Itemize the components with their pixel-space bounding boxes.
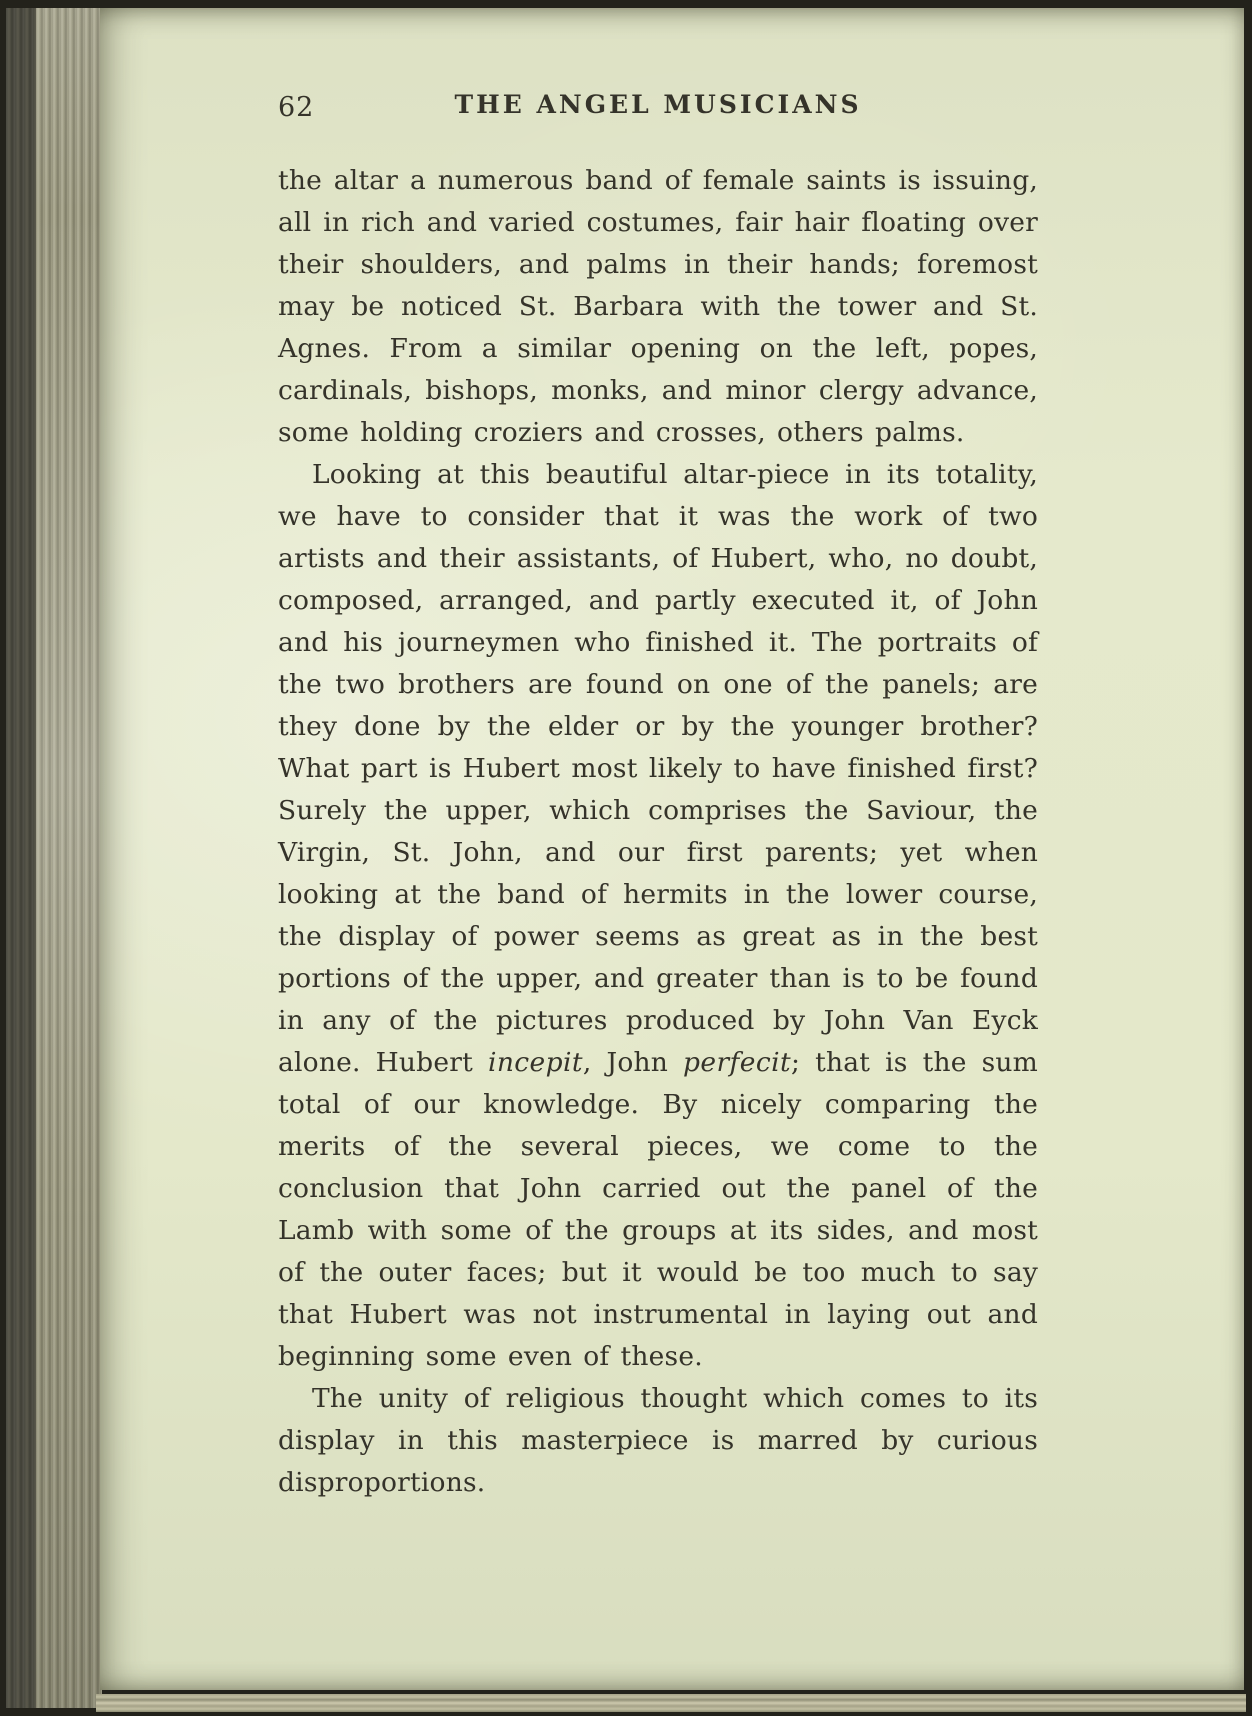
running-title: THE ANGEL MUSICIANS — [454, 90, 862, 119]
page-edges-bottom — [96, 1694, 1246, 1712]
book-page — [100, 8, 1244, 1690]
italic-text: perfecit — [683, 1047, 792, 1078]
page-body — [278, 160, 1038, 1504]
page-header — [278, 90, 1038, 134]
text-run: ; that is the sum total of our knowledge. By nicely comparing the merits of the several pieces, we come to the conclusion that John carried out the panel of the Lamb with some of the groups at its sides, and most of the outer faces; but it would be too much to say that Hubert was not instrumental in laying out and beginning some even of these. — [278, 1047, 1038, 1372]
paragraph — [278, 160, 1038, 454]
text-run: the altar a numerous band of female saints is issuing, all in rich and varied costumes, fair hair floating over their shoulders, and palms in their hands; foremost may be noticed St. Barbara with the tower and St. Agnes. From a similar opening on the left, popes, cardinals, bishops, monks, and minor clergy advance, some holding croziers and crosses, others palms. — [278, 165, 1038, 448]
page-edges-left — [36, 8, 102, 1708]
book-spine-edge — [6, 8, 36, 1708]
text-run: Looking at this beautiful altar-piece in its totality, we have to consider that it was the work of two artists and their assistants, of Hubert, who, no doubt, composed, arranged, and partly executed it, of John and his journeymen who finished it. The portraits of the two brothers are found on one of the panels; are they done by the elder or by the younger brother? What part is Hubert most likely to have finished first? Surely the upper, which comprises the Saviour, the Virgin, St. John, and our first parents; yet when looking at the band of hermits in the lower course, the display of power seems as great as in the best portions of the upper, and greater than is to be found in any of the pictures produced by John Van Eyck alone. Hubert — [278, 459, 1038, 1078]
paragraph — [278, 454, 1038, 1378]
page-number: 62 — [278, 92, 315, 123]
text-run: The unity of religious thought which comes to its display in this masterpiece is marred by curious disproportions. — [278, 1383, 1038, 1498]
page-content — [278, 90, 1038, 1504]
paragraph — [278, 1378, 1038, 1504]
text-run: , John — [582, 1047, 684, 1078]
italic-text: incepit — [487, 1047, 583, 1078]
